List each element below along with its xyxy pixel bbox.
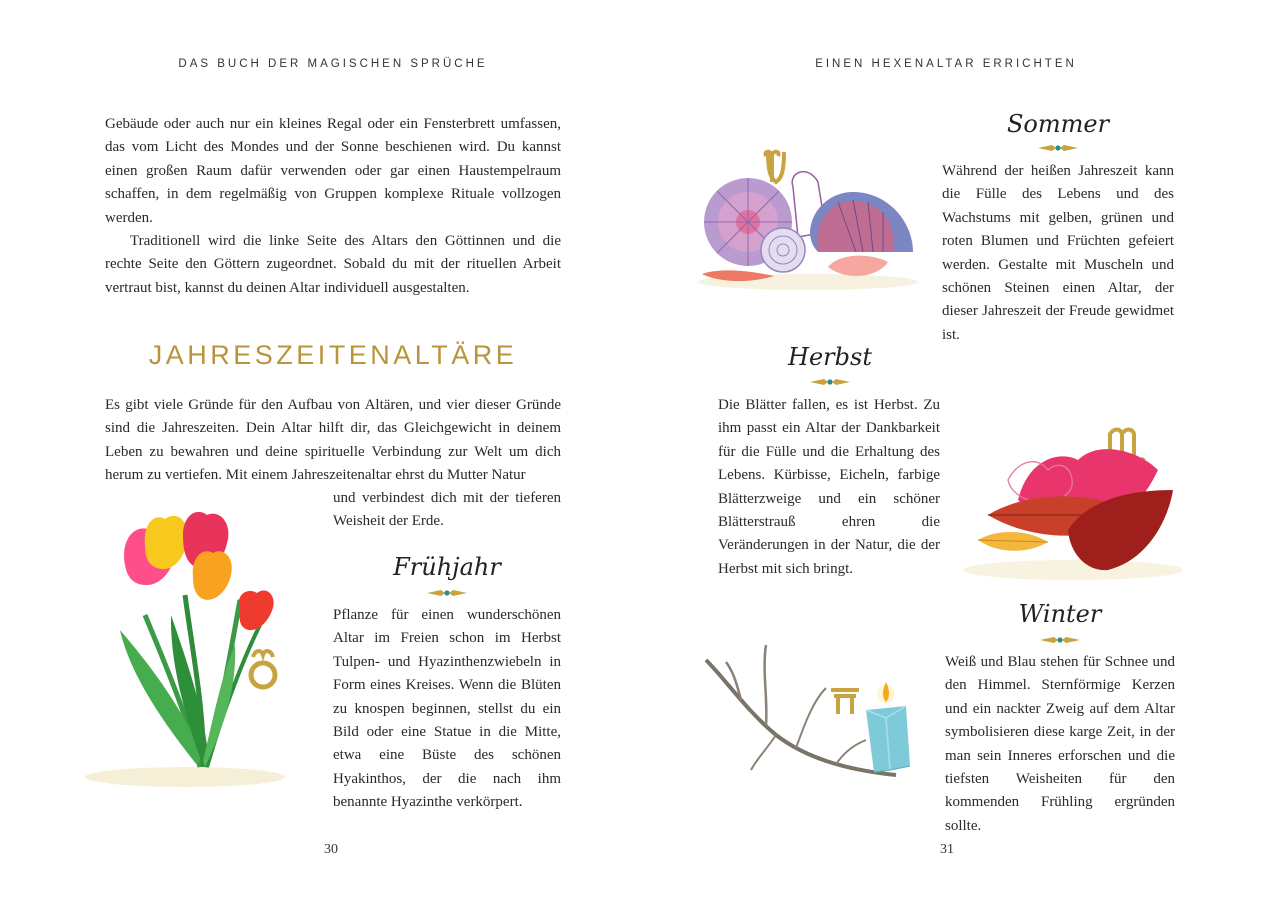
autumn-title: Herbst bbox=[788, 343, 872, 371]
intro-text bbox=[105, 113, 561, 300]
ornament-divider bbox=[810, 378, 850, 386]
ornament-divider bbox=[1038, 144, 1078, 152]
ornament-divider bbox=[427, 589, 467, 597]
intro-paragraph-2: Traditionell wird die linke Seite des Altars den Göttinnen und die rechte Seite den Göttern zugeordnet. Sobald du mit der rituellen Arbeit vertraut bist, kannst du deinen Altar individuell ausgestalten. bbox=[105, 233, 561, 296]
summer-title: Sommer bbox=[1006, 110, 1110, 138]
summer-text: Während der heißen Jahreszeit kann die Fülle des Lebens und des Wachstums mit gelben, grünen und roten Blumen und Früchten gefeiert werden. Gestalte mit Muscheln und schönen Steinen einen Altar, der dieser Jahreszeit der Freude gewidmet ist. bbox=[942, 163, 1174, 343]
spring-title: Frühjahr bbox=[393, 553, 501, 581]
section-paragraph: Es gibt viele Gründe für den Aufbau von Altären, und vier dieser Gründe sind die Jahreszeiten. Dein Altar hilft dir, das Gleichgewicht in deinem Leben zu bewahren und deine spirituelle Verbindung zur Welt um dich herum zu vertiefen. Mit einem Jahreszeitenaltar ehrst du Mutter Natur bbox=[105, 397, 561, 484]
autumn-text: Die Blätter fallen, es ist Herbst. Zu ihm passt ein Altar der Dankbarkeit für die Fülle und die Erhaltung des Lebens. Kürbisse, Eicheln, farbige Blätterzweige und ein schöner Blätterstrauß ehren die Veränderungen in der Natur, die der Herbst mit sich bringt. bbox=[718, 397, 940, 577]
ornament-divider bbox=[1040, 636, 1080, 644]
branch-and-candle-illustration bbox=[696, 640, 930, 790]
seashells-illustration bbox=[688, 142, 928, 297]
winter-title: Winter bbox=[1018, 600, 1102, 628]
spring-text: Pflanze für einen wunderschönen Altar im Freien schon im Herbst Tulpen- und Hyazinthenzwiebeln in Form eines Kreises. Wenn die Blüten zu knospen beginnen, stellst du ein Bild oder eine Statue in die Mitte, etwa eine Büste des schönen Hyakinthos, der die nach ihm benannte Hyazinthe verkörpert. bbox=[333, 607, 561, 811]
page-number-right: 31 bbox=[940, 842, 954, 857]
running-head-left: DAS BUCH DER MAGISCHEN SPRÜCHE bbox=[178, 58, 488, 70]
page-number-left: 30 bbox=[324, 842, 338, 857]
section-paragraph-continued: und verbindest dich mit der tieferen Weisheit der Erde. bbox=[333, 490, 561, 530]
autumn-leaves-illustration bbox=[948, 420, 1188, 588]
tulip-illustration bbox=[75, 505, 300, 795]
running-head-right: EINEN HEXENALTAR ERRICHTEN bbox=[815, 58, 1077, 70]
winter-text: Weiß und Blau stehen für Schnee und den Himmel. Sternförmige Kerzen und ein nackter Zweig auf dem Altar symbolisieren diese karge Zeit, in der man sein Inneres erforschen und die tiefsten Weisheiten für den kommenden Frühling ergründen sollte. bbox=[945, 654, 1175, 834]
intro-paragraph-1: Gebäude oder auch nur ein kleines Regal oder ein Fensterbrett umfassen, das vom Licht des Mondes und der Sonne beschienen wird. Du kannst einen großen Raum dafür verwenden oder gar einen Haustempelraum schaffen, in dem regelmäßig von Gruppen komplexe Rituale vollzogen werden. bbox=[105, 116, 561, 226]
section-title: JAHRESZEITENALTÄRE bbox=[148, 340, 518, 370]
